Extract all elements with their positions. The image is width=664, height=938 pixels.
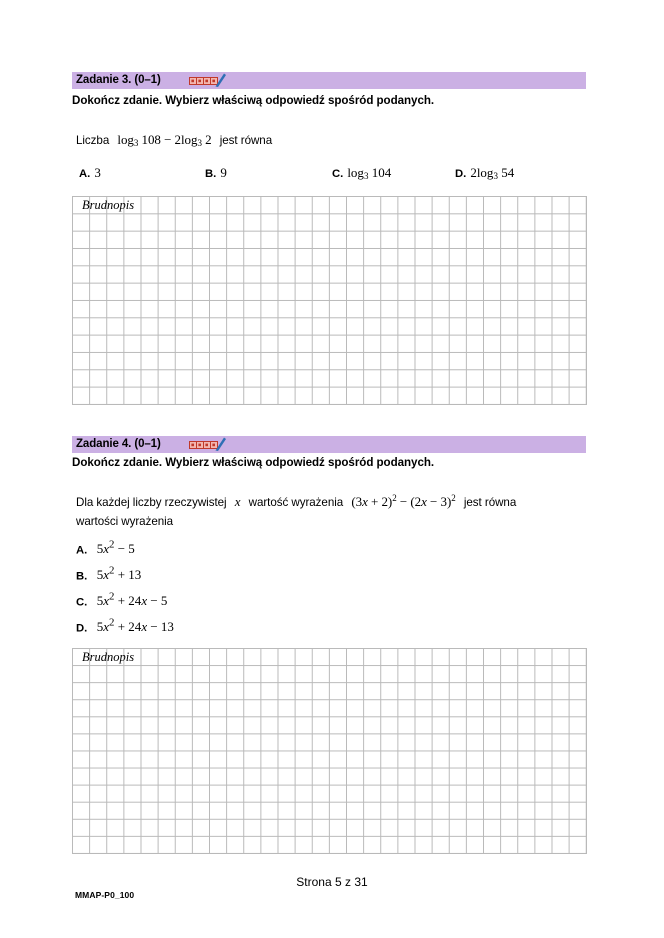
- task-4-answer-d-value: $5x^2 + 24x - 13$: [96, 617, 174, 635]
- task-3-answer-c-label: C.: [332, 168, 344, 180]
- task-3-answer-d[interactable]: [455, 165, 514, 181]
- task-4-stem-part2: wartość wyrażenia: [248, 496, 344, 509]
- task-4-stem-part1: Dla każdej liczby rzeczywistej: [76, 496, 227, 509]
- task-4-answer-c[interactable]: [76, 591, 174, 617]
- task-3-answer-c[interactable]: [332, 165, 391, 181]
- task-3-title: Zadanie 3. (0–1): [76, 73, 161, 86]
- task-3-answer-b[interactable]: [205, 165, 227, 181]
- checkbox-pencil-icon: [189, 437, 227, 452]
- task-4-stem-variable: x: [234, 494, 241, 509]
- task-3-answer-a-value: 3: [94, 165, 101, 180]
- task-3-answer-d-value: $2\log_3$ 54: [470, 165, 515, 181]
- task-4-answers: [76, 539, 174, 643]
- task-3-header-band: [72, 72, 586, 89]
- task-3-answer-a[interactable]: [79, 165, 101, 181]
- task-4-answer-b-label: B.: [76, 570, 88, 583]
- task-4-answer-b-value: $5x^2 + 13$: [96, 565, 142, 583]
- task-3-answer-a-label: A.: [79, 168, 91, 180]
- task-4-answer-c-value: $5x^2 + 24x - 5$: [96, 591, 168, 609]
- task-3-stem: [76, 130, 272, 153]
- task-3-scratch-label: Brudnopis: [82, 198, 135, 212]
- task-4-instruction: Dokończ zdanie. Wybierz właściwą odpowiedź spośród podanych.: [72, 456, 435, 469]
- exam-code: MMAP-P0_100: [75, 890, 135, 900]
- task-3-scratch-grid[interactable]: [72, 196, 587, 405]
- task-4-answer-a-value: $5x^2 - 5$: [96, 539, 135, 557]
- task-3-answers: [0, 165, 664, 183]
- task-3-stem-prefix: Liczba: [76, 134, 110, 147]
- task-3-instruction: Dokończ zdanie. Wybierz właściwą odpowiedź spośród podanych.: [72, 94, 435, 107]
- task-4-answer-c-label: C.: [76, 596, 88, 609]
- task-4-stem: [76, 489, 586, 531]
- task-4-answer-a-label: A.: [76, 544, 88, 557]
- task-3-answer-d-label: D.: [455, 168, 467, 180]
- task-4-answer-b[interactable]: [76, 565, 174, 591]
- task-4-stem-part3: jest równa: [463, 496, 517, 509]
- page-number: Strona 5 z 31: [296, 875, 368, 889]
- task-4-answer-d-label: D.: [76, 622, 88, 635]
- task-4-scratch-grid[interactable]: [72, 648, 587, 854]
- task-3-stem-math: $\log_3 108 - 2\log_3$ 2: [117, 132, 212, 148]
- task-3-answer-c-value: $\log_3 104$: [347, 165, 392, 181]
- task-4-scratch-label: Brudnopis: [82, 650, 135, 664]
- task-4-header-band: [72, 436, 586, 453]
- task-4-stem-line2: wartości wyrażenia: [76, 515, 174, 528]
- task-4-title: Zadanie 4. (0–1): [76, 437, 161, 450]
- task-3-stem-suffix: jest równa: [219, 134, 273, 147]
- task-3-answer-b-value: 9: [220, 165, 227, 180]
- task-4-answer-a[interactable]: [76, 539, 174, 565]
- task-3-answer-b-label: B.: [205, 168, 217, 180]
- task-4-answer-d[interactable]: [76, 617, 174, 643]
- task-4-stem-math: $(3x + 2)^2 - (2x - 3)^2$: [351, 493, 456, 509]
- checkbox-pencil-icon: [189, 73, 227, 88]
